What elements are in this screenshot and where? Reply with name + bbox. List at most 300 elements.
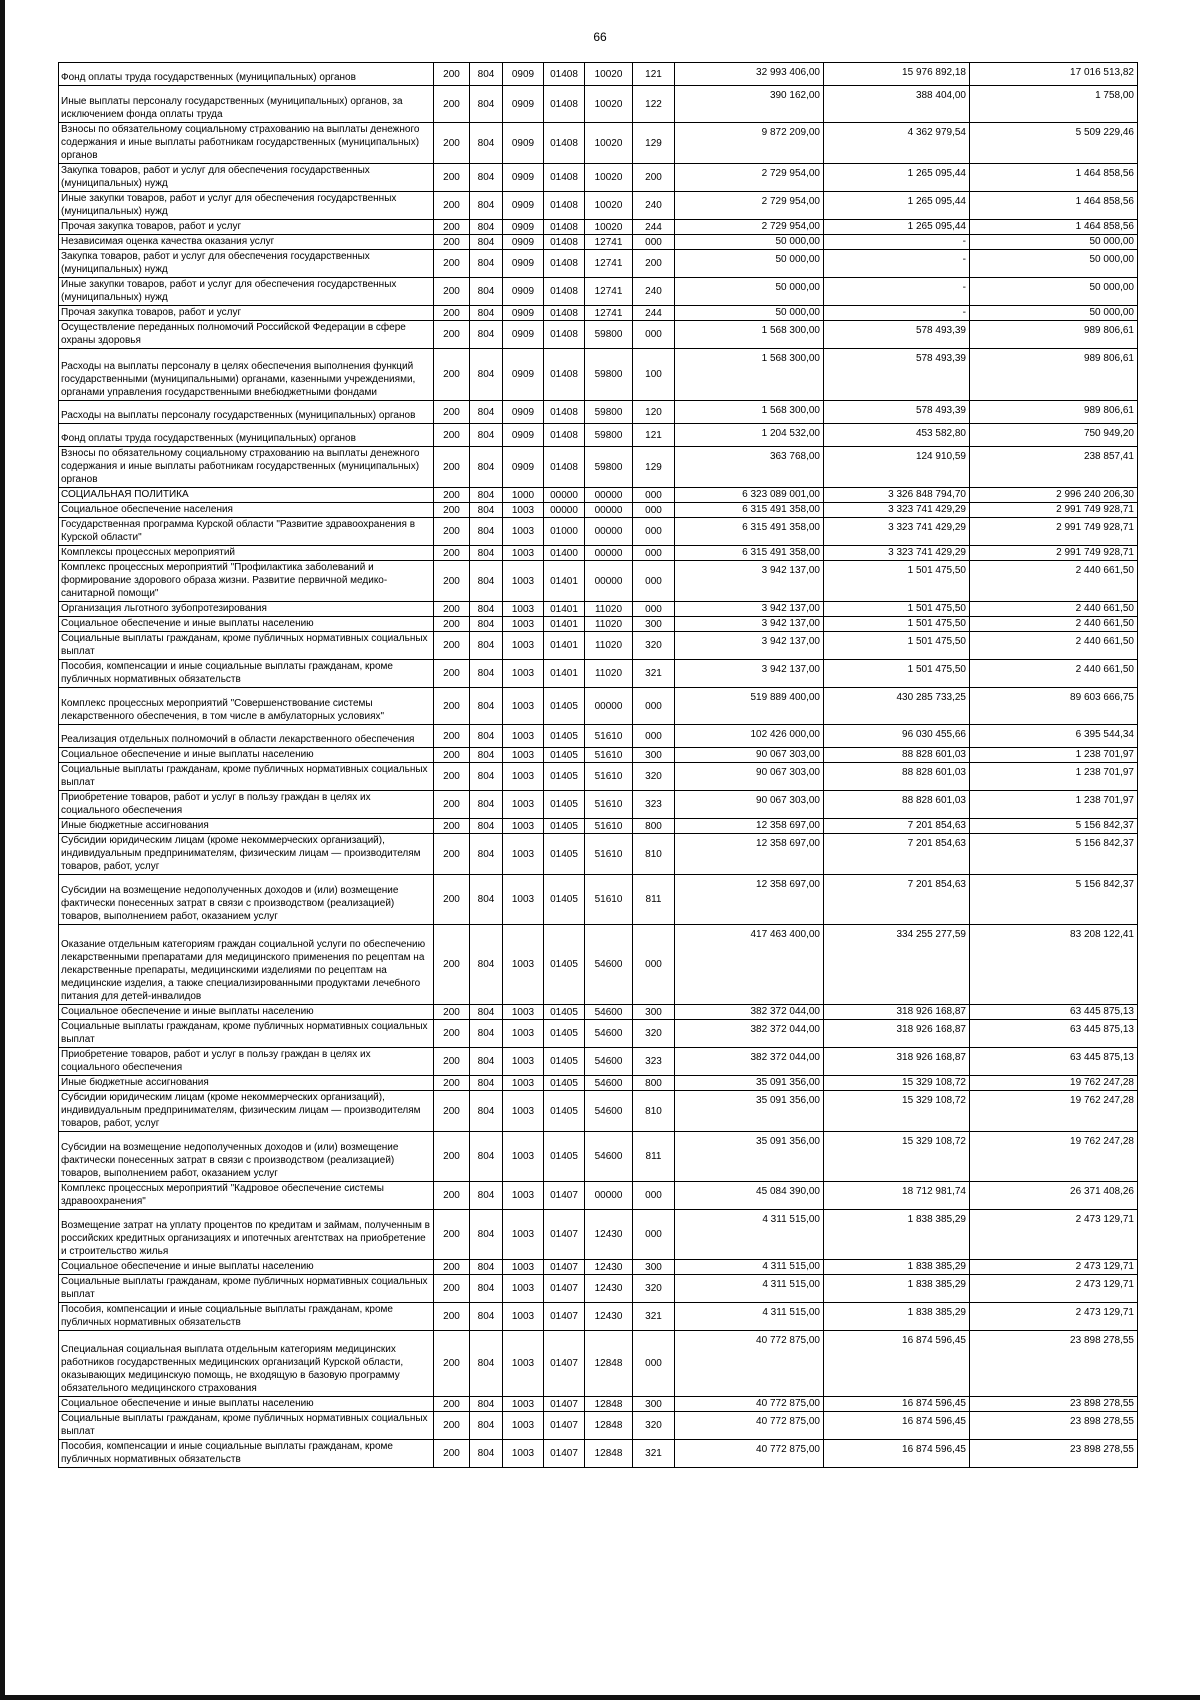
code-cell-c4: 01405 <box>544 1076 585 1091</box>
amount-cell-v1: 363 768,00 <box>675 447 824 488</box>
row-name-cell: Приобретение товаров, работ и услуг в пользу граждан в целях их социального обеспечения <box>59 1048 434 1076</box>
amount-cell-v3: 63 445 875,13 <box>970 1005 1138 1020</box>
row-name-cell: Иные закупки товаров, работ и услуг для обеспечения государственных (муниципальных) нужд <box>59 278 434 306</box>
amount-cell-v2: 1 265 095,44 <box>824 220 970 235</box>
table-row <box>59 688 1138 725</box>
code-cell-c2: 804 <box>470 401 503 424</box>
code-cell-c4: 01000 <box>544 518 585 546</box>
code-cell-c6: 323 <box>633 1048 675 1076</box>
code-cell-c6: 321 <box>633 1440 675 1468</box>
code-cell-c2: 804 <box>470 688 503 725</box>
code-cell-c3: 1003 <box>503 1412 544 1440</box>
code-cell-c6: 300 <box>633 1397 675 1412</box>
code-cell-c5: 10020 <box>585 63 633 86</box>
code-cell-c1: 200 <box>434 791 470 819</box>
code-cell-c2: 804 <box>470 875 503 925</box>
code-cell-c6: 320 <box>633 1020 675 1048</box>
table-row <box>59 235 1138 250</box>
amount-cell-v1: 102 426 000,00 <box>675 725 824 748</box>
table-row <box>59 1440 1138 1468</box>
table-row <box>59 1260 1138 1275</box>
code-cell-c3: 1003 <box>503 725 544 748</box>
code-cell-c3: 1003 <box>503 1440 544 1468</box>
code-cell-c1: 200 <box>434 1397 470 1412</box>
code-cell-c3: 0909 <box>503 192 544 220</box>
code-cell-c2: 804 <box>470 1076 503 1091</box>
code-cell-c5: 54600 <box>585 1091 633 1132</box>
amount-cell-v1: 382 372 044,00 <box>675 1048 824 1076</box>
code-cell-c3: 1003 <box>503 834 544 875</box>
code-cell-c3: 1003 <box>503 1210 544 1260</box>
code-cell-c6: 811 <box>633 1132 675 1182</box>
code-cell-c5: 54600 <box>585 925 633 1005</box>
code-cell-c4: 01408 <box>544 192 585 220</box>
table-row <box>59 875 1138 925</box>
code-cell-c6: 300 <box>633 1260 675 1275</box>
code-cell-c2: 804 <box>470 1132 503 1182</box>
code-cell-c1: 200 <box>434 561 470 602</box>
code-cell-c3: 1003 <box>503 1260 544 1275</box>
code-cell-c5: 59800 <box>585 424 633 447</box>
code-cell-c4: 01401 <box>544 660 585 688</box>
amount-cell-v2: 15 976 892,18 <box>824 63 970 86</box>
code-cell-c3: 1003 <box>503 503 544 518</box>
amount-cell-v3: 50 000,00 <box>970 306 1138 321</box>
amount-cell-v2: 430 285 733,25 <box>824 688 970 725</box>
amount-cell-v3: 23 898 278,55 <box>970 1412 1138 1440</box>
code-cell-c5: 12430 <box>585 1275 633 1303</box>
code-cell-c3: 1003 <box>503 1331 544 1397</box>
code-cell-c2: 804 <box>470 1020 503 1048</box>
code-cell-c6: 000 <box>633 1210 675 1260</box>
code-cell-c1: 200 <box>434 123 470 164</box>
code-cell-c1: 200 <box>434 1091 470 1132</box>
code-cell-c2: 804 <box>470 503 503 518</box>
code-cell-c1: 200 <box>434 518 470 546</box>
amount-cell-v3: 2 996 240 206,30 <box>970 488 1138 503</box>
code-cell-c2: 804 <box>470 819 503 834</box>
row-name-cell: Закупка товаров, работ и услуг для обеспечения государственных (муниципальных) нужд <box>59 164 434 192</box>
amount-cell-v1: 35 091 356,00 <box>675 1132 824 1182</box>
amount-cell-v2: 18 712 981,74 <box>824 1182 970 1210</box>
amount-cell-v3: 23 898 278,55 <box>970 1331 1138 1397</box>
code-cell-c1: 200 <box>434 1132 470 1182</box>
code-cell-c3: 0909 <box>503 321 544 349</box>
code-cell-c1: 200 <box>434 1331 470 1397</box>
amount-cell-v2: 88 828 601,03 <box>824 791 970 819</box>
code-cell-c4: 01401 <box>544 617 585 632</box>
code-cell-c5: 12848 <box>585 1397 633 1412</box>
amount-cell-v2: 124 910,59 <box>824 447 970 488</box>
code-cell-c6: 129 <box>633 447 675 488</box>
code-cell-c6: 122 <box>633 86 675 123</box>
amount-cell-v3: 2 440 661,50 <box>970 617 1138 632</box>
code-cell-c5: 00000 <box>585 488 633 503</box>
row-name-cell: Взносы по обязательному социальному страхованию на выплаты денежного содержания и иные выплаты работникам государственных (муниципальных) органов <box>59 447 434 488</box>
code-cell-c6: 121 <box>633 63 675 86</box>
amount-cell-v1: 4 311 515,00 <box>675 1260 824 1275</box>
row-name-cell: Социальные выплаты гражданам, кроме публичных нормативных социальных выплат <box>59 1275 434 1303</box>
table-row <box>59 602 1138 617</box>
code-cell-c2: 804 <box>470 250 503 278</box>
amount-cell-v1: 12 358 697,00 <box>675 834 824 875</box>
amount-cell-v1: 3 942 137,00 <box>675 602 824 617</box>
code-cell-c1: 200 <box>434 546 470 561</box>
amount-cell-v1: 6 315 491 358,00 <box>675 503 824 518</box>
table-row <box>59 561 1138 602</box>
code-cell-c2: 804 <box>470 561 503 602</box>
code-cell-c3: 1003 <box>503 660 544 688</box>
code-cell-c3: 0909 <box>503 349 544 401</box>
amount-cell-v2: 578 493,39 <box>824 401 970 424</box>
code-cell-c2: 804 <box>470 424 503 447</box>
code-cell-c3: 1003 <box>503 1091 544 1132</box>
amount-cell-v1: 1 204 532,00 <box>675 424 824 447</box>
code-cell-c5: 12430 <box>585 1260 633 1275</box>
amount-cell-v3: 989 806,61 <box>970 349 1138 401</box>
row-name-cell: Прочая закупка товаров, работ и услуг <box>59 220 434 235</box>
code-cell-c1: 200 <box>434 819 470 834</box>
amount-cell-v1: 1 568 300,00 <box>675 349 824 401</box>
code-cell-c6: 320 <box>633 763 675 791</box>
amount-cell-v2: 15 329 108,72 <box>824 1132 970 1182</box>
code-cell-c3: 1003 <box>503 602 544 617</box>
table-row <box>59 503 1138 518</box>
amount-cell-v3: 19 762 247,28 <box>970 1132 1138 1182</box>
code-cell-c4: 00000 <box>544 488 585 503</box>
code-cell-c6: 000 <box>633 488 675 503</box>
amount-cell-v2: 1 838 385,29 <box>824 1275 970 1303</box>
table-row <box>59 306 1138 321</box>
amount-cell-v2: 1 838 385,29 <box>824 1210 970 1260</box>
code-cell-c4: 01405 <box>544 791 585 819</box>
amount-cell-v1: 40 772 875,00 <box>675 1397 824 1412</box>
table-row <box>59 250 1138 278</box>
code-cell-c6: 120 <box>633 401 675 424</box>
code-cell-c3: 1003 <box>503 1005 544 1020</box>
row-name-cell: Оказание отдельным категориям граждан социальной услуги по обеспечению лекарственными препаратами для медицинского применения по рецептам на лекарственные препараты, медицинскими изделиями по рецептам на медицинские изделия, а также специализированными продуктами лечебного питания для детей-инвалидов <box>59 925 434 1005</box>
amount-cell-v1: 390 162,00 <box>675 86 824 123</box>
amount-cell-v2: 1 501 475,50 <box>824 617 970 632</box>
code-cell-c6: 300 <box>633 748 675 763</box>
code-cell-c4: 01405 <box>544 1020 585 1048</box>
code-cell-c4: 01405 <box>544 1132 585 1182</box>
amount-cell-v3: 50 000,00 <box>970 235 1138 250</box>
row-name-cell: Иные бюджетные ассигнования <box>59 819 434 834</box>
row-name-cell: Пособия, компенсации и иные социальные выплаты гражданам, кроме публичных нормативных обязательств <box>59 1440 434 1468</box>
amount-cell-v1: 6 315 491 358,00 <box>675 546 824 561</box>
code-cell-c4: 01408 <box>544 401 585 424</box>
row-name-cell: Комплекс процессных мероприятий "Профилактика заболеваний и формирование здорового образа жизни. Развитие первичной медико-санитарной помощи" <box>59 561 434 602</box>
amount-cell-v3: 1 464 858,56 <box>970 192 1138 220</box>
code-cell-c5: 12848 <box>585 1331 633 1397</box>
row-name-cell: Пособия, компенсации и иные социальные выплаты гражданам, кроме публичных нормативных обязательств <box>59 1303 434 1331</box>
table-row <box>59 1331 1138 1397</box>
code-cell-c3: 1003 <box>503 632 544 660</box>
code-cell-c4: 01408 <box>544 250 585 278</box>
table-row <box>59 86 1138 123</box>
table-row <box>59 401 1138 424</box>
amount-cell-v1: 40 772 875,00 <box>675 1412 824 1440</box>
amount-cell-v3: 63 445 875,13 <box>970 1048 1138 1076</box>
code-cell-c5: 51610 <box>585 763 633 791</box>
code-cell-c4: 01405 <box>544 1048 585 1076</box>
code-cell-c2: 804 <box>470 791 503 819</box>
code-cell-c5: 11020 <box>585 660 633 688</box>
code-cell-c2: 804 <box>470 925 503 1005</box>
table-row <box>59 164 1138 192</box>
code-cell-c2: 804 <box>470 1091 503 1132</box>
code-cell-c5: 59800 <box>585 349 633 401</box>
table-row <box>59 925 1138 1005</box>
code-cell-c1: 200 <box>434 1020 470 1048</box>
amount-cell-v1: 90 067 303,00 <box>675 763 824 791</box>
code-cell-c1: 200 <box>434 834 470 875</box>
code-cell-c1: 200 <box>434 763 470 791</box>
code-cell-c6: 000 <box>633 602 675 617</box>
code-cell-c2: 804 <box>470 834 503 875</box>
code-cell-c3: 1003 <box>503 1275 544 1303</box>
amount-cell-v1: 50 000,00 <box>675 235 824 250</box>
row-name-cell: Взносы по обязательному социальному страхованию на выплаты денежного содержания и иные выплаты работникам государственных (муниципальных) органов <box>59 123 434 164</box>
amount-cell-v1: 4 311 515,00 <box>675 1210 824 1260</box>
code-cell-c5: 00000 <box>585 688 633 725</box>
amount-cell-v3: 1 758,00 <box>970 86 1138 123</box>
code-cell-c5: 10020 <box>585 86 633 123</box>
row-name-cell: Реализация отдельных полномочий в области лекарственного обеспечения <box>59 725 434 748</box>
amount-cell-v2: 16 874 596,45 <box>824 1412 970 1440</box>
code-cell-c6: 000 <box>633 518 675 546</box>
code-cell-c3: 1003 <box>503 791 544 819</box>
table-row <box>59 278 1138 306</box>
row-name-cell: Социальное обеспечение населения <box>59 503 434 518</box>
table-row <box>59 1210 1138 1260</box>
code-cell-c2: 804 <box>470 220 503 235</box>
code-cell-c3: 1003 <box>503 1397 544 1412</box>
amount-cell-v2: 3 326 848 794,70 <box>824 488 970 503</box>
amount-cell-v2: 15 329 108,72 <box>824 1076 970 1091</box>
scan-left-border <box>0 0 5 1700</box>
code-cell-c4: 01408 <box>544 220 585 235</box>
table-row <box>59 488 1138 503</box>
table-row <box>59 220 1138 235</box>
amount-cell-v1: 50 000,00 <box>675 250 824 278</box>
row-name-cell: Субсидии юридическим лицам (кроме некоммерческих организаций), индивидуальным предпринимателям, физическим лицам — производителям товаров, работ, услуг <box>59 1091 434 1132</box>
row-name-cell: Закупка товаров, работ и услуг для обеспечения государственных (муниципальных) нужд <box>59 250 434 278</box>
table-row <box>59 632 1138 660</box>
table-row <box>59 1182 1138 1210</box>
code-cell-c5: 54600 <box>585 1005 633 1020</box>
table-row <box>59 819 1138 834</box>
code-cell-c4: 01408 <box>544 306 585 321</box>
table-row <box>59 349 1138 401</box>
code-cell-c5: 00000 <box>585 561 633 602</box>
code-cell-c5: 51610 <box>585 834 633 875</box>
code-cell-c3: 1000 <box>503 488 544 503</box>
amount-cell-v1: 40 772 875,00 <box>675 1331 824 1397</box>
code-cell-c2: 804 <box>470 1005 503 1020</box>
code-cell-c6: 800 <box>633 1076 675 1091</box>
code-cell-c1: 200 <box>434 1275 470 1303</box>
amount-cell-v1: 9 872 209,00 <box>675 123 824 164</box>
code-cell-c4: 01408 <box>544 63 585 86</box>
table-row <box>59 1048 1138 1076</box>
code-cell-c1: 200 <box>434 748 470 763</box>
amount-cell-v2: 88 828 601,03 <box>824 748 970 763</box>
amount-cell-v1: 45 084 390,00 <box>675 1182 824 1210</box>
code-cell-c6: 244 <box>633 220 675 235</box>
code-cell-c2: 804 <box>470 1048 503 1076</box>
amount-cell-v3: 23 898 278,55 <box>970 1440 1138 1468</box>
table-row <box>59 763 1138 791</box>
code-cell-c4: 01407 <box>544 1412 585 1440</box>
amount-cell-v2: 1 501 475,50 <box>824 660 970 688</box>
code-cell-c3: 1003 <box>503 617 544 632</box>
amount-cell-v2: - <box>824 250 970 278</box>
row-name-cell: СОЦИАЛЬНАЯ ПОЛИТИКА <box>59 488 434 503</box>
amount-cell-v2: 4 362 979,54 <box>824 123 970 164</box>
row-name-cell: Социальное обеспечение и иные выплаты населению <box>59 1005 434 1020</box>
amount-cell-v1: 382 372 044,00 <box>675 1020 824 1048</box>
code-cell-c4: 01407 <box>544 1182 585 1210</box>
code-cell-c5: 12848 <box>585 1412 633 1440</box>
code-cell-c3: 1003 <box>503 1020 544 1048</box>
code-cell-c4: 01407 <box>544 1440 585 1468</box>
amount-cell-v3: 89 603 666,75 <box>970 688 1138 725</box>
row-name-cell: Организация льготного зубопротезирования <box>59 602 434 617</box>
code-cell-c5: 10020 <box>585 164 633 192</box>
amount-cell-v1: 2 729 954,00 <box>675 220 824 235</box>
amount-cell-v1: 6 315 491 358,00 <box>675 518 824 546</box>
row-name-cell: Независимая оценка качества оказания услуг <box>59 235 434 250</box>
code-cell-c1: 200 <box>434 925 470 1005</box>
amount-cell-v1: 2 729 954,00 <box>675 164 824 192</box>
code-cell-c6: 240 <box>633 192 675 220</box>
amount-cell-v2: 1 501 475,50 <box>824 632 970 660</box>
code-cell-c1: 200 <box>434 660 470 688</box>
row-name-cell: Фонд оплаты труда государственных (муниципальных) органов <box>59 424 434 447</box>
code-cell-c1: 200 <box>434 1440 470 1468</box>
amount-cell-v3: 17 016 513,82 <box>970 63 1138 86</box>
code-cell-c5: 59800 <box>585 321 633 349</box>
amount-cell-v2: 88 828 601,03 <box>824 763 970 791</box>
code-cell-c6: 100 <box>633 349 675 401</box>
amount-cell-v3: 19 762 247,28 <box>970 1076 1138 1091</box>
code-cell-c5: 00000 <box>585 518 633 546</box>
code-cell-c4: 01405 <box>544 725 585 748</box>
code-cell-c1: 200 <box>434 401 470 424</box>
table-row <box>59 1275 1138 1303</box>
code-cell-c1: 200 <box>434 1303 470 1331</box>
row-name-cell: Социальное обеспечение и иные выплаты населению <box>59 1397 434 1412</box>
code-cell-c5: 10020 <box>585 220 633 235</box>
code-cell-c2: 804 <box>470 349 503 401</box>
code-cell-c3: 1003 <box>503 875 544 925</box>
code-cell-c4: 01408 <box>544 123 585 164</box>
code-cell-c1: 200 <box>434 602 470 617</box>
code-cell-c6: 810 <box>633 1091 675 1132</box>
code-cell-c5: 10020 <box>585 192 633 220</box>
code-cell-c2: 804 <box>470 617 503 632</box>
table-body <box>59 63 1138 1468</box>
code-cell-c2: 804 <box>470 488 503 503</box>
code-cell-c1: 200 <box>434 503 470 518</box>
code-cell-c3: 0909 <box>503 278 544 306</box>
code-cell-c2: 804 <box>470 1397 503 1412</box>
code-cell-c2: 804 <box>470 1260 503 1275</box>
amount-cell-v2: 578 493,39 <box>824 321 970 349</box>
amount-cell-v2: 16 874 596,45 <box>824 1331 970 1397</box>
code-cell-c2: 804 <box>470 518 503 546</box>
amount-cell-v2: 334 255 277,59 <box>824 925 970 1005</box>
code-cell-c1: 200 <box>434 250 470 278</box>
amount-cell-v3: 19 762 247,28 <box>970 1091 1138 1132</box>
amount-cell-v2: 453 582,80 <box>824 424 970 447</box>
code-cell-c5: 59800 <box>585 401 633 424</box>
code-cell-c3: 1003 <box>503 748 544 763</box>
table-row <box>59 123 1138 164</box>
amount-cell-v1: 35 091 356,00 <box>675 1076 824 1091</box>
table-row <box>59 1132 1138 1182</box>
amount-cell-v1: 519 889 400,00 <box>675 688 824 725</box>
amount-cell-v2: 1 501 475,50 <box>824 561 970 602</box>
amount-cell-v3: 50 000,00 <box>970 278 1138 306</box>
code-cell-c4: 01405 <box>544 748 585 763</box>
code-cell-c4: 01407 <box>544 1275 585 1303</box>
code-cell-c5: 54600 <box>585 1048 633 1076</box>
amount-cell-v1: 6 323 089 001,00 <box>675 488 824 503</box>
code-cell-c2: 804 <box>470 660 503 688</box>
code-cell-c5: 51610 <box>585 791 633 819</box>
amount-cell-v3: 2 473 129,71 <box>970 1303 1138 1331</box>
code-cell-c4: 01408 <box>544 235 585 250</box>
code-cell-c6: 300 <box>633 1005 675 1020</box>
amount-cell-v1: 1 568 300,00 <box>675 401 824 424</box>
page-number: 66 <box>593 30 607 44</box>
code-cell-c6: 000 <box>633 925 675 1005</box>
table-row <box>59 791 1138 819</box>
amount-cell-v3: 238 857,41 <box>970 447 1138 488</box>
amount-cell-v3: 2 991 749 928,71 <box>970 546 1138 561</box>
code-cell-c5: 54600 <box>585 1020 633 1048</box>
code-cell-c3: 0909 <box>503 447 544 488</box>
code-cell-c6: 000 <box>633 503 675 518</box>
amount-cell-v2: - <box>824 235 970 250</box>
code-cell-c1: 200 <box>434 1412 470 1440</box>
scan-bottom-border <box>0 1695 1200 1700</box>
code-cell-c2: 804 <box>470 1440 503 1468</box>
amount-cell-v3: 750 949,20 <box>970 424 1138 447</box>
code-cell-c2: 804 <box>470 546 503 561</box>
code-cell-c3: 1003 <box>503 518 544 546</box>
code-cell-c2: 804 <box>470 192 503 220</box>
code-cell-c1: 200 <box>434 1005 470 1020</box>
amount-cell-v2: 1 265 095,44 <box>824 164 970 192</box>
code-cell-c5: 11020 <box>585 632 633 660</box>
amount-cell-v1: 12 358 697,00 <box>675 819 824 834</box>
amount-cell-v1: 50 000,00 <box>675 306 824 321</box>
amount-cell-v3: 2 991 749 928,71 <box>970 503 1138 518</box>
amount-cell-v2: 3 323 741 429,29 <box>824 518 970 546</box>
code-cell-c2: 804 <box>470 725 503 748</box>
code-cell-c1: 200 <box>434 278 470 306</box>
code-cell-c3: 0909 <box>503 306 544 321</box>
code-cell-c1: 200 <box>434 164 470 192</box>
row-name-cell: Комплекс процессных мероприятий "Совершенствование системы лекарственного обеспечения, в том числе в амбулаторных условиях" <box>59 688 434 725</box>
code-cell-c4: 01408 <box>544 321 585 349</box>
code-cell-c4: 01405 <box>544 925 585 1005</box>
code-cell-c4: 01407 <box>544 1331 585 1397</box>
